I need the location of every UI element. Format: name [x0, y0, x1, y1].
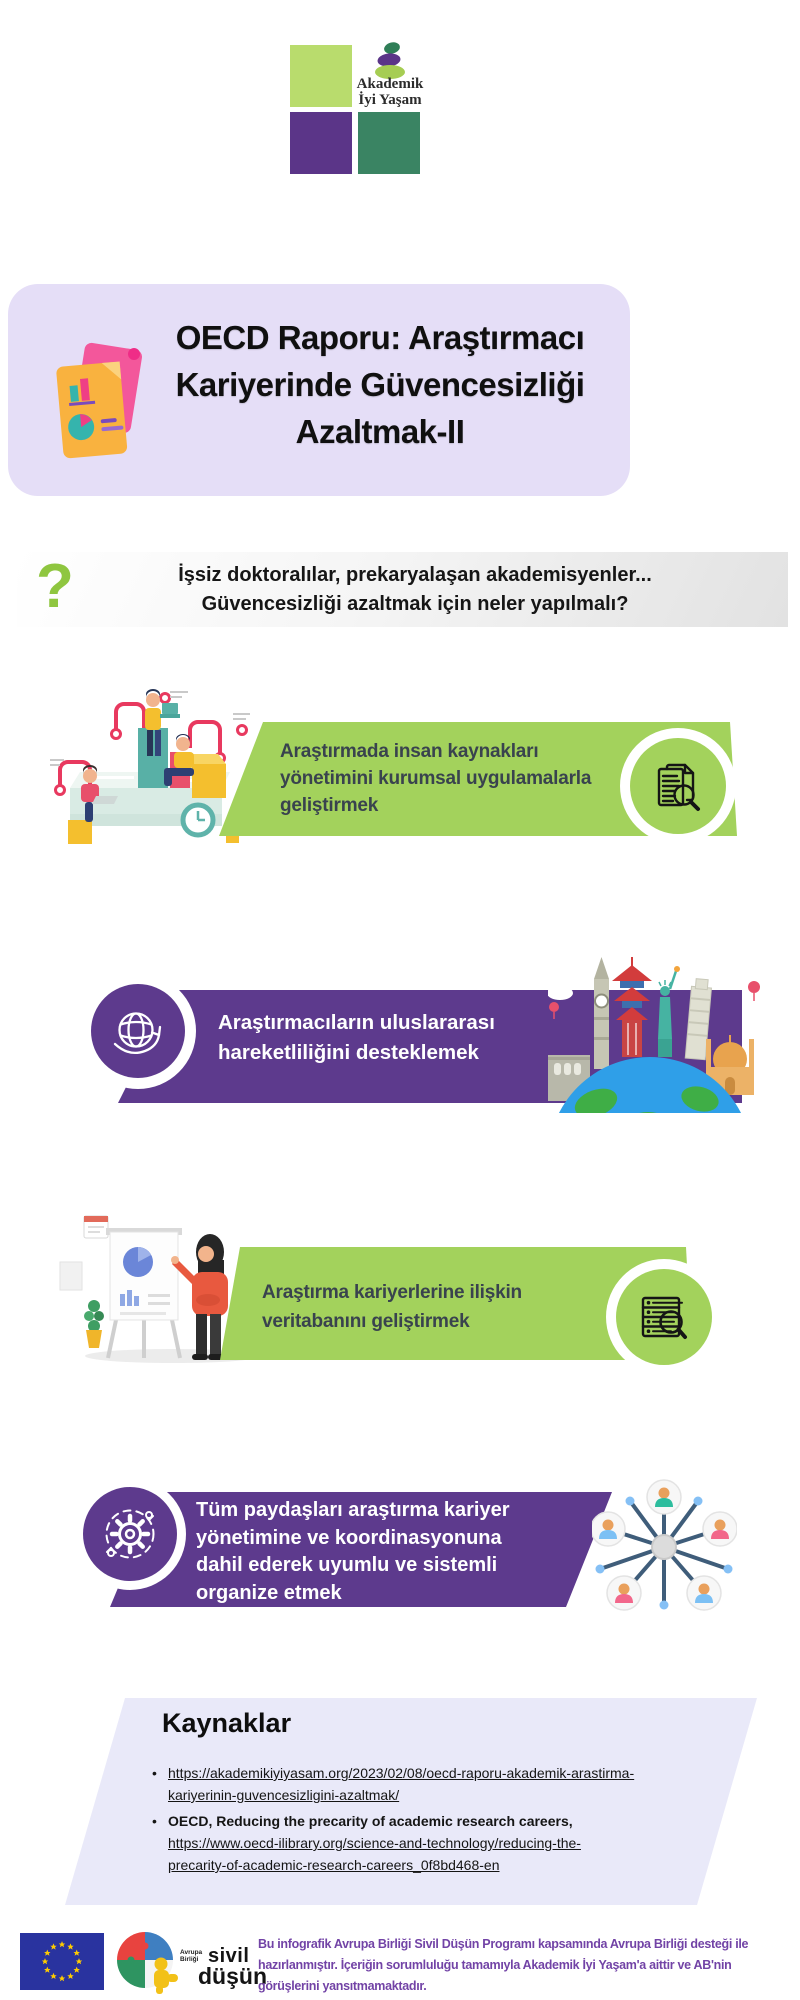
source-item-2: [150, 1810, 740, 1876]
banner-1-text: [280, 738, 591, 819]
source-label-2: • OECD, Reducing the precarity of academic research careers,: [168, 1813, 573, 1829]
banner-2-text: [218, 1008, 495, 1068]
sivil-dusun-wordmark-line2: düşün: [198, 1963, 267, 1989]
source-link-2[interactable]: [168, 1832, 740, 1876]
source-link-2-line2: precarity-of-academic-research-careers_0f8bd468-en: [168, 1857, 500, 1873]
report-document-icon: [48, 338, 148, 466]
document-magnifier-icon: [652, 760, 704, 812]
database-magnifier-icon: [638, 1291, 690, 1343]
source-item-1: [150, 1762, 740, 1806]
gear-icon: [102, 1506, 158, 1562]
source-link-1-line1: • https://akademikiyiyasam.org/2023/02/08/oecd-raporu-akademik-arastirma-: [168, 1765, 635, 1781]
disclaimer-text: [258, 1934, 798, 1997]
stakeholder-network-illustration: [592, 1477, 737, 1619]
disclaimer-line3: görüşlerini yansıtmamaktadır.: [258, 1979, 427, 1993]
page-title: [140, 314, 620, 455]
org-name-line2: İyi Yaşam: [358, 92, 422, 108]
eu-label-line1: Avrupa: [180, 1949, 203, 1956]
sivil-dusun-logo: [112, 1926, 186, 1996]
banner-4-line1: Tüm paydaşları araştırma kariyer: [196, 1499, 510, 1521]
question-text: [60, 561, 770, 619]
logo-square-purple: [290, 112, 352, 174]
banner-2-line2: hareketliliğini desteklemek: [218, 1041, 479, 1064]
question-line1: İşsiz doktoralılar, prekaryalaşan akademisyenler...: [178, 564, 652, 586]
question-mark: ?: [36, 552, 74, 621]
banner-4-line3: dahil ederek uyumlu ve sistemli: [196, 1554, 498, 1576]
org-name: [330, 76, 450, 108]
banner-1-line3: geliştirmek: [280, 795, 379, 816]
sources-title: Kaynaklar: [162, 1708, 292, 1738]
banner-2-line1: Araştırmacıların uluslararası: [218, 1011, 495, 1034]
source-link-2-line1: https://www.oecd-ilibrary.org/science-and-technology/reducing-the-: [168, 1835, 581, 1851]
world-landmarks-illustration: [548, 927, 762, 1113]
banner-3-line2: veritabanını geliştirmek: [262, 1311, 470, 1332]
eu-flag: [20, 1933, 104, 1990]
org-name-line1: Akademik: [356, 76, 424, 92]
logo-square-green: [358, 112, 420, 174]
disclaimer-line1: Bu infografik Avrupa Birliği Sivil Düşün Programı kapsamında Avrupa Birliği desteği ile: [258, 1937, 749, 1951]
globe-icon: [110, 1003, 166, 1059]
banner-4-line4: organize etmek: [196, 1581, 342, 1604]
page-title-line3: Azaltmak-II: [295, 413, 465, 450]
banner-3-text: [262, 1278, 522, 1336]
source-link-1-line2: kariyerinin-guvencesizligini-azaltmak/: [168, 1787, 400, 1803]
banner-4-line2: yönetimine ve koordinasyonuna: [196, 1526, 502, 1549]
sources-list: [150, 1762, 740, 1880]
page-title-line2: Kariyerinde Güvencesizliği: [175, 366, 585, 403]
banner-3-line1: Araştırma kariyerlerine ilişkin: [262, 1282, 522, 1303]
source-link-1[interactable]: [168, 1762, 740, 1806]
question-line2: Güvencesizliği azaltmak için neler yapılmalı?: [201, 593, 629, 615]
sivil-dusun-wordmark-line1: sivil: [208, 1945, 250, 1967]
page-title-line1: OECD Raporu: Araştırmacı: [175, 319, 585, 356]
banner-1-line1: Araştırmada insan kaynakları: [280, 741, 539, 762]
banner-1-line2: yönetimini kurumsal uygulamalarla: [280, 768, 592, 789]
eu-label-line2: Birliği: [180, 1955, 199, 1963]
sivil-dusun-eu-label: [180, 1950, 202, 1963]
disclaimer-line2: hazırlanmıştır. İçeriğin sorumluluğu tamamıyla Akademik İyi Yaşam'a aittir ve AB'nin: [258, 1958, 732, 1972]
banner-4-text: [196, 1497, 510, 1607]
stacked-stones-icon: [370, 34, 410, 80]
